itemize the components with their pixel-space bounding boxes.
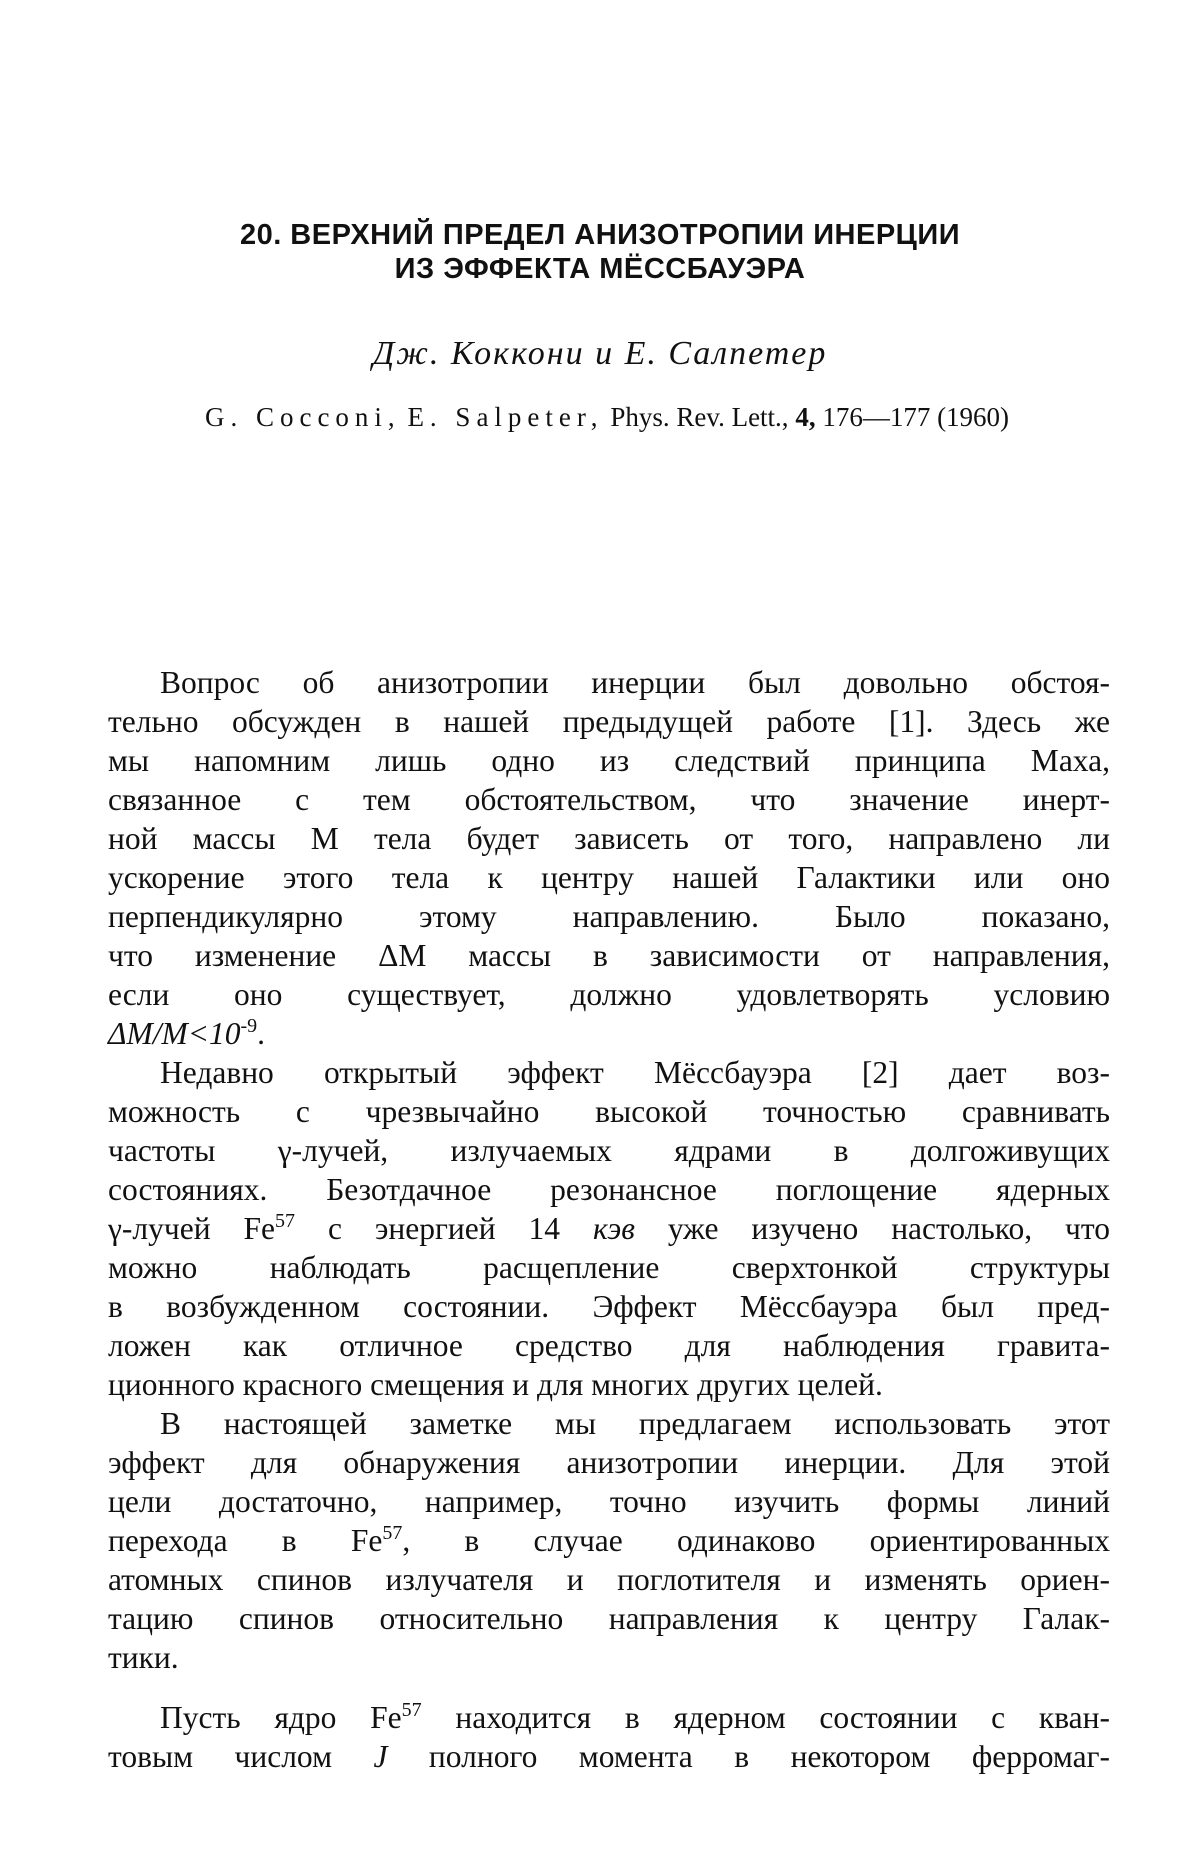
text-line: ной массы M тела будет зависеть от того, направлено ли: [108, 821, 1110, 856]
text-fragment: Пусть ядро Fe: [160, 1700, 402, 1735]
citation-author-1: G. Cocconi,: [204, 402, 401, 432]
text-line: ускорение этого тела к центру нашей Галактики или оно: [108, 860, 1110, 895]
citation-author-2: E. Salpeter,: [407, 402, 604, 432]
paragraph-gap: [108, 1677, 1110, 1698]
text-line: Недавно открытый эффект Мёссбауэра [2] дает воз-: [160, 1055, 1110, 1090]
text-line: мы напомним лишь одно из следствий принципа Маха,: [108, 743, 1110, 778]
text-line: в возбужденном состоянии. Эффект Мёссбауэра был пред-: [108, 1289, 1110, 1324]
text-fragment: γ-лучей Fe: [108, 1211, 276, 1246]
text-line: состояниях. Безотдачное резонансное поглощение ядерных: [108, 1172, 1110, 1207]
formula-line: [108, 1014, 1110, 1053]
text-fragment: с энергией 14: [295, 1211, 593, 1246]
text-line: перпендикулярно этому направлению. Было показано,: [108, 899, 1110, 934]
text-line: можно наблюдать расщепление сверхтонкой структуры: [108, 1250, 1110, 1285]
article-title-line-1: 20. ВЕРХНИЙ ПРЕДЕЛ АНИЗОТРОПИИ ИНЕРЦИИ: [239, 219, 961, 251]
isotope-superscript: 57: [382, 1522, 403, 1544]
citation-volume: 4,: [795, 402, 816, 432]
text-line-fe57: [108, 1698, 1110, 1737]
text-fragment: перехода в Fe: [108, 1523, 383, 1558]
formula-end: .: [257, 1016, 266, 1051]
citation: [92, 400, 1122, 434]
text-line: цели достаточно, например, точно изучить формы линий: [108, 1484, 1110, 1519]
text-line: если оно существует, должно удовлетворять условию: [108, 977, 1110, 1012]
text-fragment: полного момента в некотором ферромаг-: [387, 1739, 1110, 1774]
text-line: ционного красного смещения и для многих других целей.: [108, 1367, 883, 1402]
text-line: тики.: [108, 1640, 179, 1675]
text-fragment: находится в ядерном состоянии с кван-: [421, 1700, 1110, 1735]
article-body: [108, 663, 1110, 1776]
article-title-line-2: ИЗ ЭФФЕКТА МЁССБАУЭРА: [394, 253, 806, 285]
text-line: связанное с тем обстоятельством, что значение инерт-: [108, 782, 1110, 817]
citation-journal: Phys. Rev. Lett.,: [610, 402, 789, 432]
formula-text: ΔM/M<10: [108, 1016, 241, 1051]
authors-russian: Дж. Коккони и Е. Салпетер: [372, 335, 828, 372]
text-fragment: уже изучено настолько, что: [634, 1211, 1111, 1246]
text-line: тельно обсужден в нашей предыдущей работе [1]. Здесь же: [108, 704, 1110, 739]
text-line: частоты γ-лучей, излучаемых ядрами в долгоживущих: [108, 1133, 1110, 1168]
text-line: [108, 1737, 1110, 1776]
text-line: тацию спинов относительно направления к центру Галак-: [108, 1601, 1110, 1636]
citation-pages-year: 176—177 (1960): [822, 402, 1010, 432]
text-line-fe57: [108, 1209, 1110, 1248]
text-line: Вопрос об анизотропии инерции был довольно обстоя-: [160, 665, 1110, 700]
math-variable: J: [373, 1739, 388, 1774]
text-line: эффект для обнаружения анизотропии инерции. Для этой: [108, 1445, 1110, 1480]
text-line-fe57: [108, 1521, 1110, 1560]
text-line: что изменение ΔM массы в зависимости от направления,: [108, 938, 1110, 973]
text-fragment: , в случае одинаково ориентированных: [402, 1523, 1110, 1558]
formula-exponent: -9: [240, 1015, 258, 1037]
text-fragment: товым числом: [108, 1739, 374, 1774]
text-line: В настоящей заметке мы предлагаем использовать этот: [160, 1406, 1110, 1441]
isotope-superscript: 57: [401, 1699, 422, 1721]
energy-unit: кэв: [593, 1211, 635, 1246]
text-line: атомных спинов излучателя и поглотителя и изменять ориен-: [108, 1562, 1110, 1597]
text-line: можность с чрезвычайно высокой точностью сравнивать: [108, 1094, 1110, 1129]
text-line: ложен как отличное средство для наблюдения гравита-: [108, 1328, 1110, 1363]
isotope-superscript: 57: [275, 1210, 296, 1232]
